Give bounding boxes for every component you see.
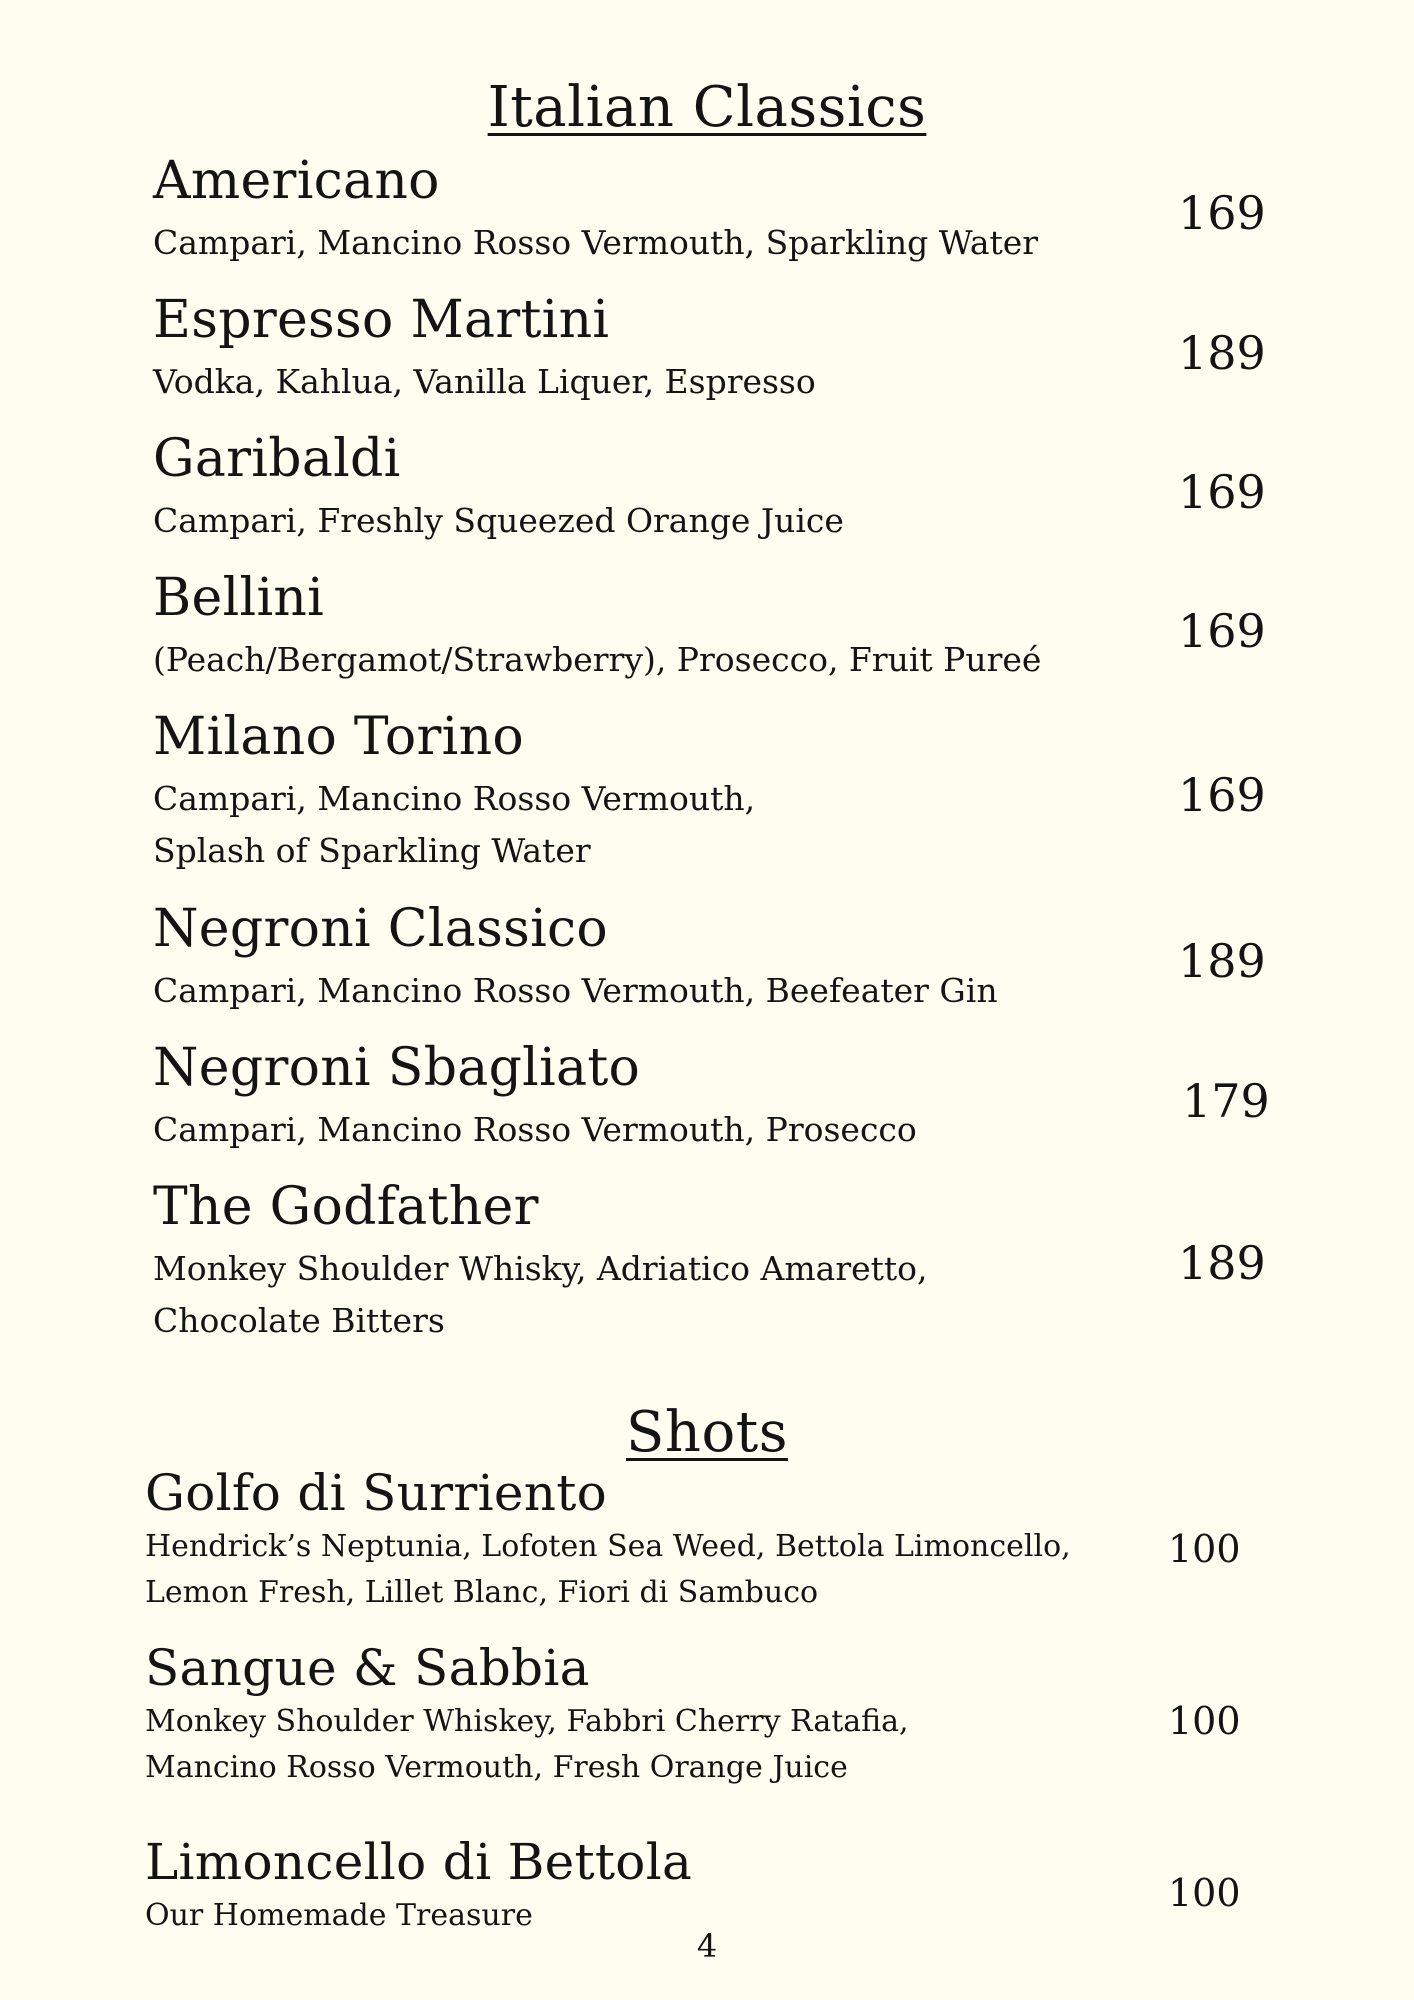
- item-description: [153, 634, 1041, 686]
- description-line: Splash of Sparkling Water: [153, 831, 591, 870]
- item-description: [153, 217, 1038, 269]
- item-name: Negroni Sbagliato: [153, 1038, 641, 1098]
- item-description: [153, 356, 816, 408]
- item-price: 179: [1182, 1074, 1270, 1128]
- item-description: [153, 1104, 917, 1156]
- item-price: 169: [1178, 604, 1266, 658]
- item-description: [153, 773, 755, 877]
- item-name: Americano: [153, 151, 440, 211]
- description-line: Campari, Mancino Rosso Vermouth, Beefeater Gin: [153, 971, 998, 1010]
- section-title-italian-classics: Italian Classics: [487, 75, 927, 140]
- item-price: 100: [1168, 1871, 1241, 1915]
- description-line: Vodka, Kahlua, Vanilla Liquer, Espresso: [153, 362, 816, 401]
- item-name: The Godfather: [153, 1177, 539, 1237]
- item-price: 189: [1178, 1236, 1266, 1290]
- menu-item-milano-torino: [153, 707, 756, 877]
- item-name: Bellini: [153, 568, 325, 628]
- description-line: Campari, Mancino Rosso Vermouth, Prosecco: [153, 1110, 917, 1149]
- description-line: Chocolate Bitters: [153, 1301, 445, 1340]
- item-description: [145, 1699, 909, 1791]
- menu-item-negroni-classico: [153, 899, 998, 1017]
- description-line: Our Homemade Treasure: [145, 1898, 533, 1933]
- item-name: Negroni Classico: [153, 899, 609, 959]
- menu-item-limoncello-di-bettola: [145, 1833, 693, 1939]
- menu-item-garibaldi: [153, 429, 844, 547]
- description-line: (Peach/Bergamot/Strawberry), Prosecco, Fruit Pureé: [153, 640, 1042, 679]
- description-line: Hendrick’s Neptunia, Lofoten Sea Weed, Bettola Limoncello,: [145, 1529, 1071, 1564]
- menu-item-the-godfather: [153, 1177, 928, 1347]
- menu-item-espresso-martini: [153, 290, 816, 408]
- description-line: Monkey Shoulder Whiskey, Fabbri Cherry Ratafia,: [145, 1704, 909, 1739]
- item-price: 169: [1178, 186, 1266, 240]
- item-price: 189: [1178, 326, 1266, 380]
- menu-item-americano: [153, 151, 1039, 269]
- item-name: Garibaldi: [153, 429, 401, 489]
- description-line: Campari, Mancino Rosso Vermouth, Sparkling Water: [153, 223, 1039, 262]
- section-title-shots: Shots: [626, 1400, 788, 1465]
- menu-item-negroni-sbagliato: [153, 1038, 917, 1156]
- item-description: [153, 1243, 928, 1347]
- item-name: Limoncello di Bettola: [145, 1833, 693, 1891]
- item-description: [153, 495, 844, 547]
- item-description: [145, 1524, 1071, 1616]
- page-number: 4: [696, 1927, 718, 1965]
- item-name: Espresso Martini: [153, 290, 610, 350]
- item-name: Golfo di Surriento: [145, 1464, 608, 1522]
- item-price: 189: [1178, 934, 1266, 988]
- item-description: [153, 965, 998, 1017]
- item-price: 100: [1168, 1527, 1241, 1571]
- menu-item-golfo-di-surriento: [145, 1464, 1071, 1616]
- item-name: Sangue & Sabbia: [145, 1639, 590, 1697]
- menu-item-bellini: [153, 568, 1042, 686]
- description-line: Lemon Fresh, Lillet Blanc, Fiori di Sambuco: [145, 1575, 819, 1610]
- description-line: Campari, Mancino Rosso Vermouth,: [153, 779, 756, 818]
- item-name: Milano Torino: [153, 707, 524, 767]
- menu-item-sangue-e-sabbia: [145, 1639, 909, 1791]
- description-line: Monkey Shoulder Whisky, Adriatico Amaretto,: [153, 1249, 928, 1288]
- item-price: 100: [1168, 1699, 1241, 1743]
- item-price: 169: [1178, 465, 1266, 519]
- description-line: Campari, Freshly Squeezed Orange Juice: [153, 501, 844, 540]
- description-line: Mancino Rosso Vermouth, Fresh Orange Juice: [145, 1750, 848, 1785]
- item-price: 169: [1178, 768, 1266, 822]
